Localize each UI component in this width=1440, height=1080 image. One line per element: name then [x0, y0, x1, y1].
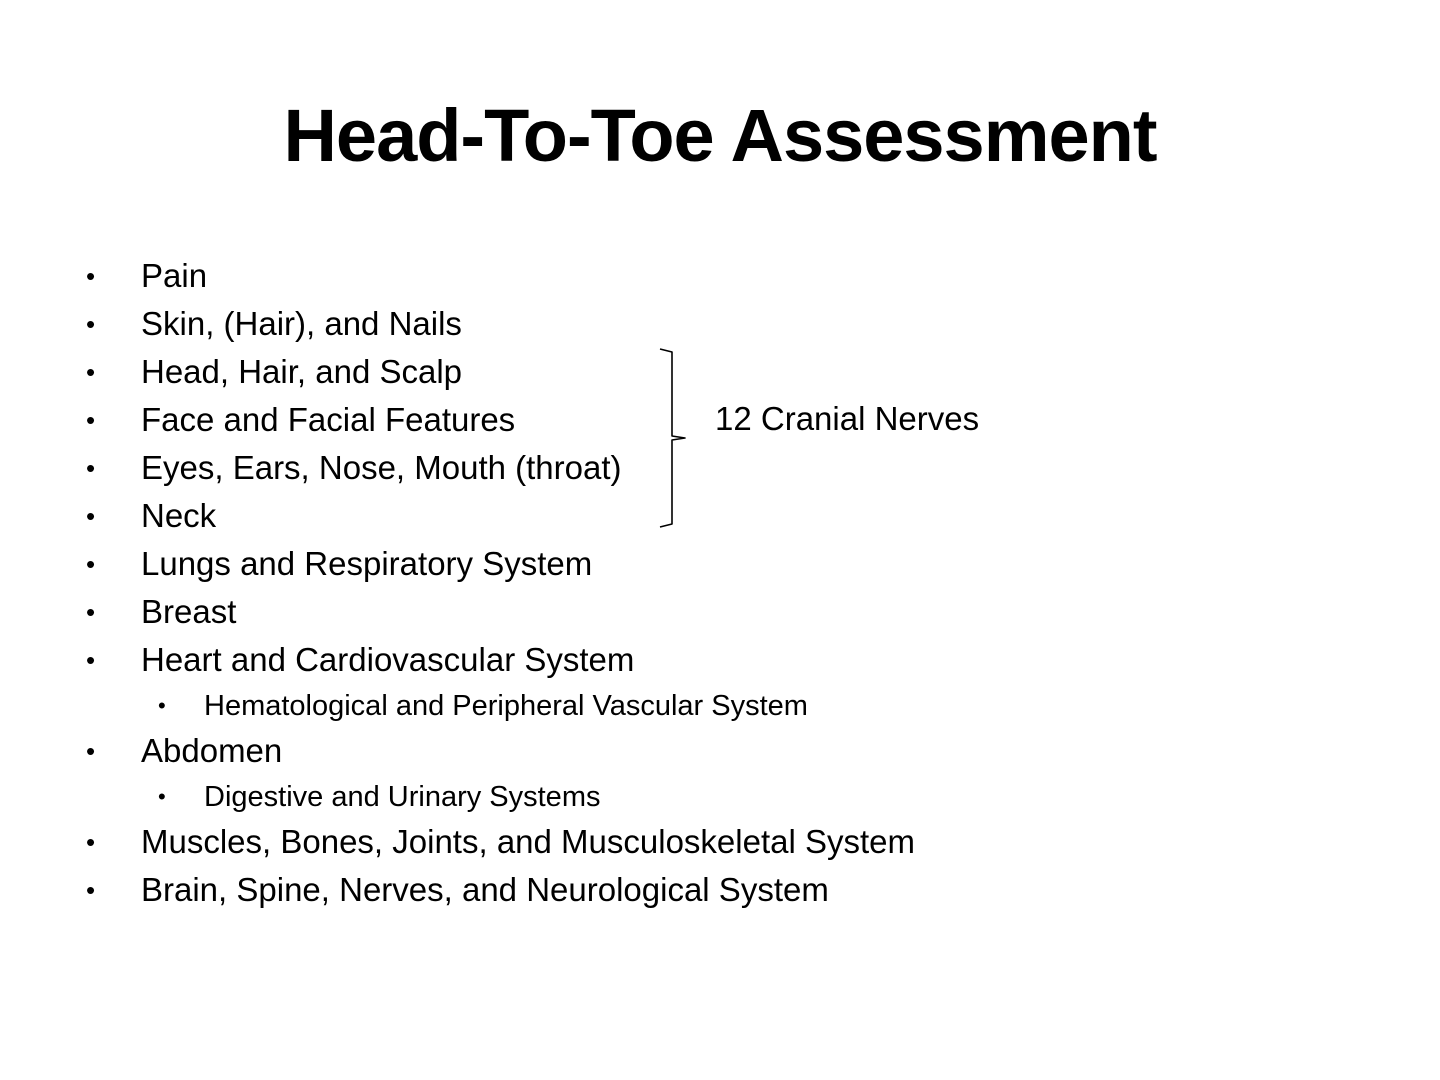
slide-title: Head-To-Toe Assessment	[283, 94, 1157, 177]
cranial-nerves-label: 12 Cranial Nerves	[715, 400, 980, 437]
bullet-icon: •	[158, 693, 166, 718]
list-item-label: Lungs and Respiratory System	[141, 545, 593, 582]
list-item-label: Neck	[141, 497, 217, 534]
list-item-label: Pain	[141, 257, 208, 294]
bullet-icon: •	[86, 261, 96, 291]
bullet-icon: •	[86, 405, 96, 435]
list-item-label: Eyes, Ears, Nose, Mouth (throat)	[141, 449, 622, 486]
bullet-icon: •	[86, 645, 96, 675]
bullet-icon: •	[86, 827, 96, 857]
sub-item-label: Hematological and Peripheral Vascular System	[204, 690, 808, 722]
bullet-icon: •	[86, 549, 96, 579]
bullet-icon: •	[86, 453, 96, 483]
bullet-icon: •	[86, 875, 96, 905]
list-item-label: Breast	[141, 593, 237, 630]
bullet-icon: •	[86, 736, 96, 766]
bullet-icon: •	[86, 501, 96, 531]
list-item-label: Face and Facial Features	[141, 401, 516, 438]
bullet-icon: •	[86, 597, 96, 627]
bullet-icon: •	[86, 309, 96, 339]
bullet-icon: •	[158, 784, 166, 809]
list-item-label: Muscles, Bones, Joints, and Musculoskeletal System	[141, 823, 916, 860]
list-item-label: Heart and Cardiovascular System	[141, 641, 635, 678]
sub-item-label: Digestive and Urinary Systems	[204, 781, 601, 813]
bullet-icon: •	[86, 357, 96, 387]
list-item-label: Abdomen	[141, 732, 283, 769]
list-item-label: Skin, (Hair), and Nails	[141, 305, 462, 342]
list-item-label: Head, Hair, and Scalp	[141, 353, 463, 390]
list-item-label: Brain, Spine, Nerves, and Neurological System	[141, 871, 829, 908]
